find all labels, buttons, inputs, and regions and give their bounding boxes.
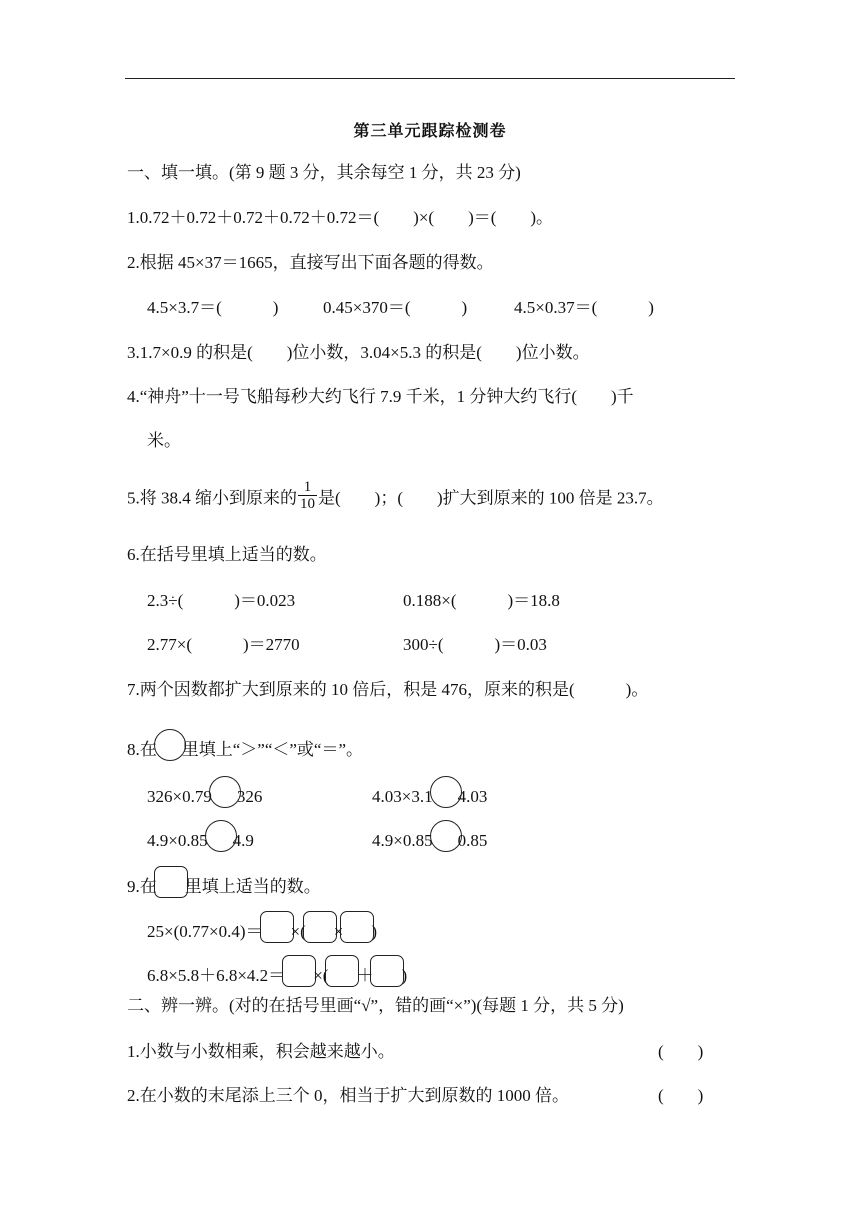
question-5-text-pre: 5.将 38.4 缩小到原来的	[127, 488, 297, 508]
question-8a	[147, 776, 262, 808]
q8b-right: 4.03	[457, 787, 488, 806]
question-6: 6.在括号里填上适当的数。	[127, 545, 327, 564]
question-4-line2: 米。	[147, 431, 181, 450]
section2-heading: 二、辨一辨。(对的在括号里画“√”，错的画“×”)(每题 1 分，共 5 分)	[127, 996, 624, 1015]
q8d-right: 0.85	[457, 831, 488, 850]
q9b-box-3[interactable]	[370, 955, 404, 987]
question-9-text-pre: 9.在	[127, 877, 157, 896]
fraction-numerator: 1	[298, 479, 317, 496]
square-blank-icon	[154, 866, 188, 898]
q9a-box-3[interactable]	[340, 911, 374, 943]
question-6d: 300÷( )＝0.03	[403, 635, 547, 654]
judge-question-2: 2.在小数的末尾添上三个 0，相当于扩大到原数的 1000 倍。	[127, 1086, 569, 1105]
section1-heading: 一、填一填。(第 9 题 3 分，其余每空 1 分，共 23 分)	[127, 163, 521, 182]
question-9	[127, 866, 321, 898]
q9a-times: ×	[333, 922, 344, 941]
q9a-expression: 25×(0.77×0.4)＝	[147, 922, 263, 941]
q9a-times-open: ×(	[290, 922, 306, 941]
q8c-left: 4.9×0.85	[147, 831, 208, 850]
q9b-expression: 6.8×5.8＋6.8×4.2＝	[147, 966, 286, 985]
q9b-box-2[interactable]	[325, 955, 359, 987]
q9a-close: )	[371, 922, 378, 941]
question-2a: 4.5×3.7＝( )	[147, 298, 279, 317]
q8b-left: 4.03×3.1	[372, 787, 433, 806]
question-8-text-post: 里填上“＞”“＜”或“＝”。	[181, 740, 364, 759]
question-9b	[147, 955, 407, 987]
q9a-box-1[interactable]	[260, 911, 294, 943]
fraction-one-tenth	[298, 479, 317, 512]
question-8c	[147, 820, 254, 852]
q8a-left: 326×0.79	[147, 787, 212, 806]
question-9-text-post: 里填上适当的数。	[184, 877, 321, 896]
question-2b: 0.45×370＝( )	[323, 298, 468, 317]
question-7: 7.两个因数都扩大到原来的 10 倍后，积是 476，原来的积是( )。	[127, 680, 649, 699]
question-3: 3.1.7×0.9 的积是( )位小数，3.04×5.3 的积是( )位小数。	[127, 343, 590, 362]
q9b-plus: ＋	[356, 966, 374, 985]
question-8-text-pre: 8.在	[127, 740, 157, 759]
question-6a: 2.3÷( )＝0.023	[147, 591, 296, 610]
header-rule	[125, 78, 735, 79]
q8a-right: 326	[236, 787, 263, 806]
fraction-denominator: 10	[300, 496, 315, 512]
question-9a	[147, 911, 377, 943]
q8c-right: 4.9	[232, 831, 254, 850]
judge-question-1: 1.小数与小数相乘，积会越来越小。	[127, 1042, 395, 1061]
q9b-times-open: ×(	[313, 966, 329, 985]
page-title: 第三单元跟踪检测卷	[353, 121, 507, 140]
q9a-box-2[interactable]	[303, 911, 337, 943]
q8d-left: 4.9×0.85	[372, 831, 433, 850]
question-2c: 4.5×0.37＝( )	[514, 298, 654, 317]
question-1: 1.0.72＋0.72＋0.72＋0.72＋0.72＝( )×( )＝( )。	[127, 208, 554, 227]
judge-answer-paren-1[interactable]: ( )	[658, 1042, 704, 1061]
question-2: 2.根据 45×37＝1665，直接写出下面各题的得数。	[127, 253, 494, 272]
question-6b: 0.188×( )＝18.8	[403, 591, 560, 610]
question-8d	[372, 820, 487, 852]
question-8b	[372, 776, 487, 808]
judge-answer-paren-2[interactable]: ( )	[658, 1086, 704, 1105]
question-8	[127, 729, 363, 761]
question-5-text-post: 是( )；( )扩大到原来的 100 倍是 23.7。	[318, 488, 664, 508]
q9b-close: )	[401, 966, 408, 985]
question-6c: 2.77×( )＝2770	[147, 635, 300, 654]
question-4-line1: 4.“神舟”十一号飞船每秒大约飞行 7.9 千米，1 分钟大约飞行( )千	[127, 387, 634, 406]
q9b-box-1[interactable]	[282, 955, 316, 987]
question-5	[127, 479, 664, 512]
